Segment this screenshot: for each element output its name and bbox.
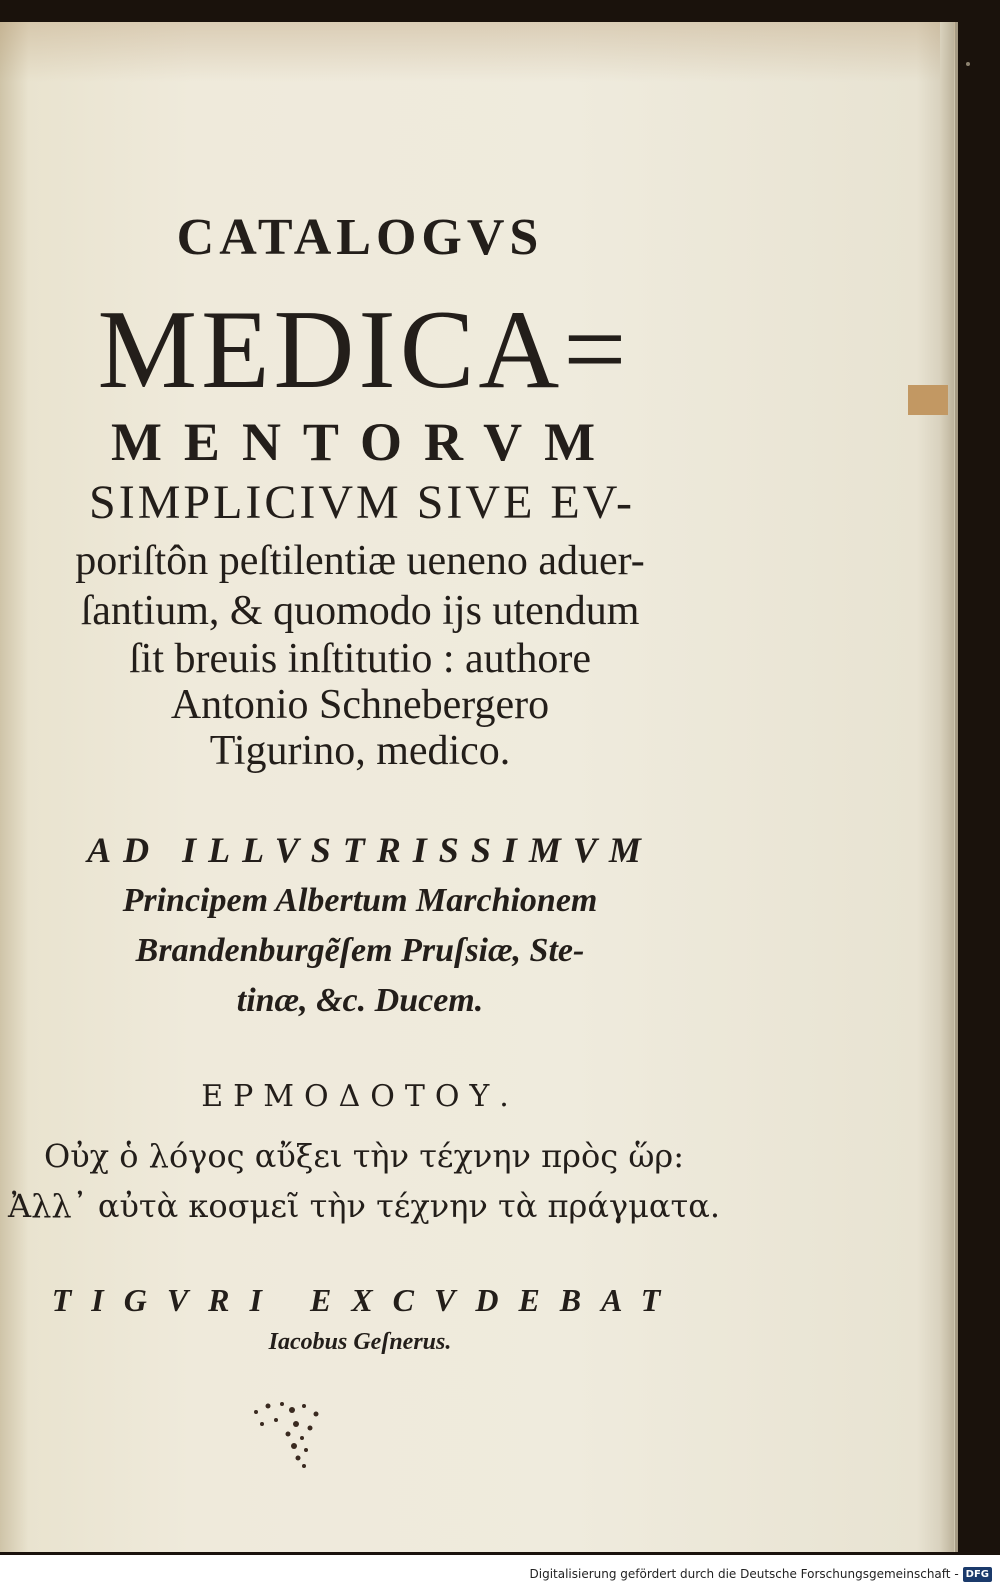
bookmark-tab — [908, 385, 948, 415]
printer-name: Iacobus Geſnerus. — [268, 1329, 452, 1355]
title-line-catalogus: CATALOGVS — [176, 209, 544, 266]
author-line: Antonio Schnebergero — [170, 682, 550, 728]
greek-quote-line: Ἀλλ᾽ αὐτὰ κοσμεῖ τὴν τέχνην τὰ πράγματα. — [8, 1187, 720, 1225]
subtitle-line: ſantium, & quomodo ijs utendum — [80, 588, 640, 634]
imprint-line: TIGVRI EXCVDEBAT — [51, 1282, 681, 1318]
dedication-line: tinæ, &c. Ducem. — [236, 982, 484, 1019]
greek-quote-line: Οὐχ ὁ λόγος αὔξει τὴν τέχνην πρὸς ὥρ: — [43, 1137, 684, 1175]
speck — [966, 62, 970, 66]
printer-ornament-icon — [246, 1394, 336, 1484]
title-line-mentorum: MENTORVM — [110, 412, 618, 472]
dedication-line: Principem Albertum Marchionem — [122, 882, 598, 919]
digitization-footer — [530, 1563, 993, 1585]
dedication-heading: AD ILLVSTRISSIMVM — [87, 830, 653, 870]
greek-heading: ΕΡΜΟΔΟΤΟΥ. — [201, 1079, 519, 1114]
subtitle-line: ſit breuis inſtitutio : authore — [129, 636, 591, 682]
page-edge — [940, 22, 954, 1552]
dedication-line: Brandenburgẽſem Pruſsiæ, Ste- — [135, 932, 585, 969]
title-line-medica: MEDICA= — [97, 288, 631, 412]
title-page — [0, 22, 958, 1552]
author-line: Tigurino, medico. — [209, 728, 511, 774]
footer-credit: Digitalisierung gefördert durch die Deutsche Forschungsgemeinschaft - — [529, 1567, 959, 1581]
dfg-logo-icon: DFG — [963, 1567, 992, 1582]
subtitle-line: poriſtôn peſtilentiæ ueneno aduer- — [75, 538, 645, 584]
title-line-simplicium: SIMPLICIVM SIVE EV- — [89, 476, 635, 529]
